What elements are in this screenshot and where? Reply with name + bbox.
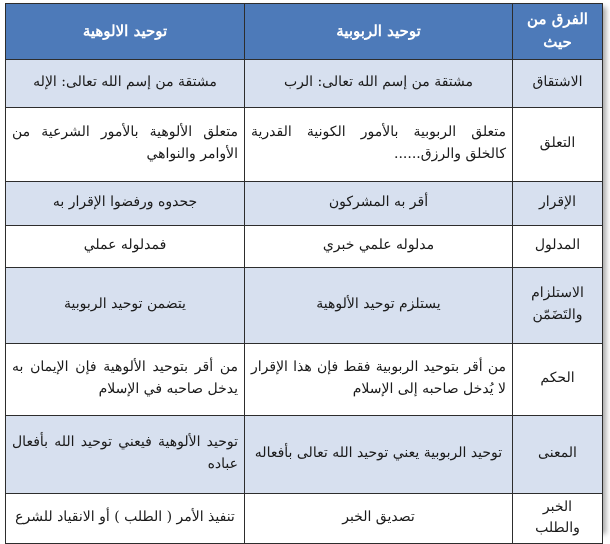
row-aspect-cell: المدلول — [513, 225, 603, 267]
uluhiyyah-cell: جحدوه ورفضوا الإقرار به — [6, 181, 245, 225]
header-aspect: الفرق من حيث — [513, 4, 603, 60]
uluhiyyah-cell: فمدلوله عملي — [6, 225, 245, 267]
table-row — [6, 415, 603, 493]
row-aspect-cell: الإقرار — [513, 181, 603, 225]
rububiyyah-cell: تصديق الخبر — [245, 493, 513, 543]
row-aspect-cell: الحكم — [513, 343, 603, 415]
uluhiyyah-cell: يتضمن توحيد الربوبية — [6, 267, 245, 343]
table-header-row — [6, 4, 603, 60]
uluhiyyah-cell: توحيد الألوهية فيعني توحيد الله بأفعال عباده — [6, 415, 245, 493]
rububiyyah-cell: من أقر بتوحيد الربوبية فقط فإن هذا الإقرار لا يُدخل صاحبه إلى الإسلام — [245, 343, 513, 415]
uluhiyyah-cell: متعلق الألوهية بالأمور الشرعية من الأوامر والنواهي — [6, 107, 245, 181]
rububiyyah-cell: مشتقة من إسم الله تعالى: الرب — [245, 59, 513, 107]
rububiyyah-cell: توحيد الربوبية يعني توحيد الله تعالى بأفعاله — [245, 415, 513, 493]
table-row — [6, 267, 603, 343]
uluhiyyah-cell: مشتقة من إسم الله تعالى: الإله — [6, 59, 245, 107]
rububiyyah-cell: متعلق الربوبية بالأمور الكونية القدرية كالخلق والرزق...... — [245, 107, 513, 181]
rububiyyah-cell: أقر به المشركون — [245, 181, 513, 225]
table-row — [6, 107, 603, 181]
rububiyyah-cell: يستلزم توحيد الألوهية — [245, 267, 513, 343]
row-aspect-cell: الخبر والطلب — [513, 493, 603, 543]
table-row — [6, 493, 603, 543]
row-aspect-cell: الاستلزام والتَضَمّن — [513, 267, 603, 343]
table-row — [6, 343, 603, 415]
table-row — [6, 59, 603, 107]
comparison-table-container — [5, 3, 602, 537]
rububiyyah-cell: مدلوله علمي خبري — [245, 225, 513, 267]
header-uluhiyyah: توحيد الالوهية — [6, 4, 245, 60]
uluhiyyah-cell: من أقر بتوحيد الألوهية فإن الإيمان به يدخل صاحبه في الإسلام — [6, 343, 245, 415]
row-aspect-cell: الاشتقاق — [513, 59, 603, 107]
table-row — [6, 181, 603, 225]
row-aspect-cell: التعلق — [513, 107, 603, 181]
header-rububiyyah: توحيد الربوبية — [245, 4, 513, 60]
table-row — [6, 225, 603, 267]
uluhiyyah-cell: تنفيذ الأمر ( الطلب ) أو الانقياد للشرع — [6, 493, 245, 543]
row-aspect-cell: المعنى — [513, 415, 603, 493]
comparison-table — [5, 3, 603, 544]
